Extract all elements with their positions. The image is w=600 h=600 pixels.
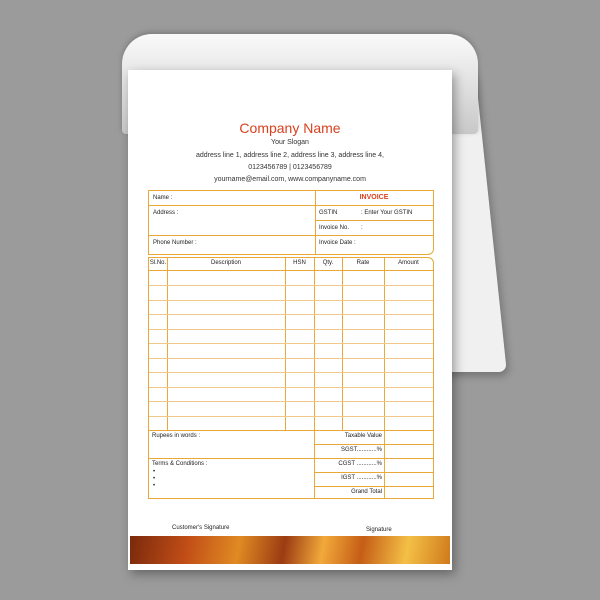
address-label: Address :	[153, 210, 179, 216]
table-row-line	[149, 314, 433, 315]
decorative-footer-band	[130, 536, 450, 564]
invoice-title: INVOICE	[359, 194, 389, 201]
gstin-value: : Enter Your GSTIN	[361, 210, 413, 216]
grand-total-label: Grand Total	[351, 489, 382, 495]
company-address: address line 1, address line 2, address line 3, address line 4,	[196, 152, 384, 159]
table-row-line	[149, 416, 433, 417]
invoice-date-label: Invoice Date :	[319, 240, 356, 246]
table-row-line	[149, 343, 433, 344]
company-phones: 0123456789 | 0123456789	[248, 164, 332, 171]
cgst-label: CGST ............%	[338, 461, 382, 467]
table-row-line	[149, 300, 433, 301]
table-row-line	[149, 387, 433, 388]
terms-bullet-3: •	[153, 483, 156, 489]
terms-label: Terms & Conditions :	[152, 461, 208, 467]
rupees-in-words-label: Rupees in words :	[152, 433, 201, 439]
gstin-label: GSTIN	[319, 210, 338, 216]
invoice-no-label: Invoice No.	[319, 225, 350, 231]
table-row-line	[149, 285, 433, 286]
company-name: Company Name	[239, 120, 341, 136]
company-web: yourname@email.com, www.companyname.com	[214, 176, 366, 183]
igst-label: IGST ............%	[341, 475, 382, 481]
company-slogan: Your Slogan	[271, 139, 309, 146]
terms-bullet-1: •	[153, 469, 156, 475]
sgst-label: SGST............%	[340, 447, 382, 453]
col-slno: Sl.No.	[149, 260, 167, 266]
invoice-no-colon: :	[361, 225, 363, 231]
terms-bullet-2: •	[153, 476, 156, 482]
table-row-line	[149, 401, 433, 402]
customer-signature-label: Customer's Signature	[172, 525, 230, 531]
invoice-sheet	[128, 70, 452, 570]
customer-info-box	[148, 190, 434, 255]
col-rate: Rate	[356, 260, 370, 266]
col-qty: Qty.	[322, 260, 334, 266]
col-amount: Amount	[398, 260, 419, 266]
table-row-line	[149, 372, 433, 373]
table-row-line	[149, 329, 433, 330]
table-row-line	[149, 358, 433, 359]
taxable-value-label: Taxable Value	[344, 433, 382, 439]
name-label: Name :	[153, 195, 173, 201]
items-table	[148, 257, 434, 499]
col-hsn: HSN	[293, 260, 306, 266]
col-description: Description	[210, 260, 241, 266]
phone-label: Phone Number :	[153, 240, 197, 246]
signature-label: Signature	[366, 527, 392, 533]
